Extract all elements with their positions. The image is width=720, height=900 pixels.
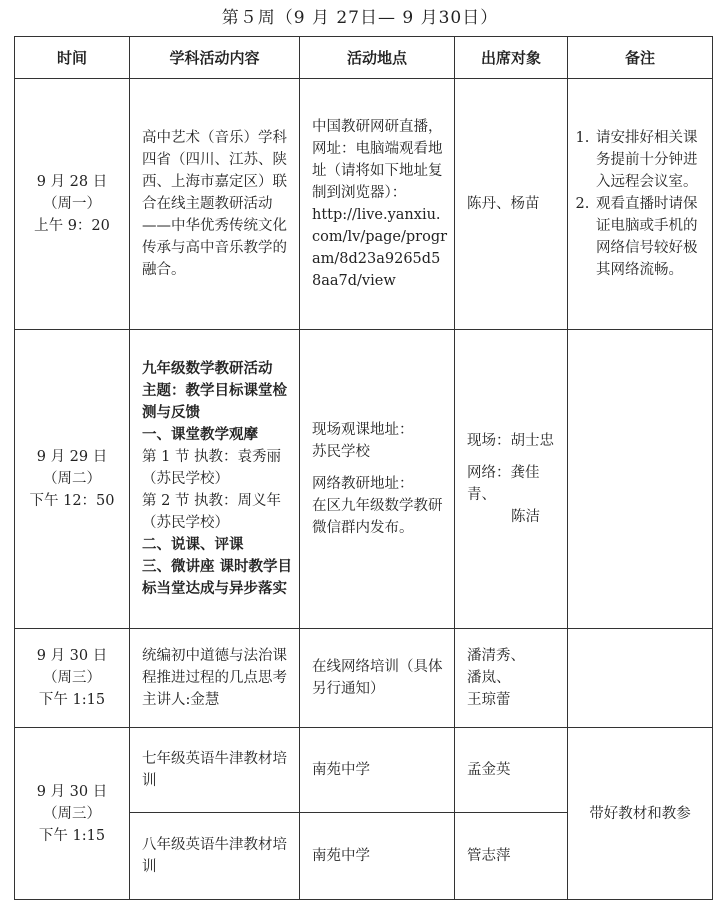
- date-text: 9 月 30 日: [36, 783, 108, 800]
- header-location: 活动地点: [300, 37, 455, 79]
- table-row: [15, 629, 713, 728]
- location-cell: [300, 79, 455, 330]
- notes-cell: [568, 629, 713, 728]
- attendees-cell: [455, 79, 568, 330]
- time-text: 下午 12：50: [29, 493, 115, 509]
- location-text: 中国教研网研直播，网址：电脑端观看地址（请将如下地址复制到浏览器）：: [312, 119, 443, 201]
- attendees-text: 管志萍: [467, 848, 511, 864]
- attendees-text: 孟金英: [467, 762, 511, 778]
- weekday-text: （周二）: [43, 471, 101, 487]
- live-url-link[interactable]: http://live.yanxiu.com/lv/page/program/8d23a9265d58aa7d/view: [312, 207, 448, 289]
- weekday-text: （周三）: [43, 805, 101, 822]
- header-content: 学科活动内容: [130, 37, 300, 79]
- time-cell: [15, 330, 130, 629]
- weekday-text: （周一）: [43, 196, 101, 212]
- content-text: 八年级英语牛津教材培训: [142, 837, 287, 875]
- onsite-label: 现场观课地址：: [312, 422, 414, 438]
- weekday-text: （周三）: [43, 670, 101, 686]
- schedule-table: [14, 36, 713, 900]
- attendees-text: 陈丹、杨苗: [467, 196, 540, 212]
- agenda-item: 二、说课、评课: [142, 536, 244, 553]
- notes-cell: [568, 330, 713, 629]
- notes-cell: [568, 728, 713, 900]
- time-text: 下午 1:15: [38, 827, 106, 844]
- note-item: 2. 观看直播时请保证电脑或手机的网络信号较好极其网络流畅。: [594, 193, 706, 281]
- location-cell: [300, 629, 455, 728]
- note-text: 带好教材和教参: [589, 805, 691, 822]
- date-text: 9 月 30 日: [36, 648, 108, 664]
- online-location: 在区九年级数学教研微信群内发布。: [312, 498, 443, 536]
- header-notes: 备注: [568, 37, 713, 79]
- table-header-row: [15, 37, 713, 79]
- date-text: 9 月 28 日: [36, 174, 108, 190]
- speaker-text: 主讲人:金慧: [142, 692, 220, 708]
- time-cell: [15, 629, 130, 728]
- notes-cell: [568, 79, 713, 330]
- time-cell: [15, 728, 130, 900]
- online-attendees: 网络：龚佳青、: [467, 465, 540, 503]
- table-row: [15, 79, 713, 330]
- content-text: 高中艺术（音乐）学科四省（四川、江苏、陕西、上海市嘉定区）联合在线主题教研活动——中华优秀传统文化传承与高中音乐教学的融合。: [142, 130, 287, 278]
- lesson-item: 第 1 节 执教：袁秀丽（苏民学校）: [142, 449, 282, 487]
- attendees-cell: [455, 330, 568, 629]
- content-cell: [130, 728, 300, 813]
- online-attendees-cont: 陈洁: [511, 509, 540, 525]
- content-cell: [130, 330, 300, 629]
- location-cell: [300, 330, 455, 629]
- time-text: 下午 1:15: [38, 692, 106, 708]
- attendees-cell: [455, 813, 568, 900]
- table-row: [15, 330, 713, 629]
- attendee-name: 王琼蕾: [467, 692, 511, 708]
- content-text: 统编初中道德与法治课程推进过程的几点思考: [142, 648, 287, 686]
- header-time: 时间: [15, 37, 130, 79]
- location-cell: [300, 813, 455, 900]
- agenda-item: 三、微讲座 课时教学目标当堂达成与异步落实: [142, 558, 293, 597]
- location-cell: [300, 728, 455, 813]
- date-text: 9 月 29 日: [36, 449, 108, 465]
- onsite-attendees: 现场：胡士忠: [467, 433, 554, 449]
- table-row: [15, 728, 713, 813]
- attendees-cell: [455, 728, 568, 813]
- onsite-location: 苏民学校: [312, 444, 370, 460]
- online-label: 网络教研地址：: [312, 476, 414, 492]
- content-cell: [130, 79, 300, 330]
- content-text: 七年级英语牛津教材培训: [142, 751, 287, 789]
- location-text: 南苑中学: [312, 762, 370, 778]
- schedule-title: 第５周（9 月 27日— 9 月30日）: [221, 8, 499, 28]
- time-text: 上午 9：20: [34, 218, 110, 234]
- spacer: [312, 463, 448, 473]
- note-item: 1. 请安排好相关课务提前十分钟进入远程会议室。: [594, 127, 706, 193]
- content-cell: [130, 813, 300, 900]
- attendee-name: 潘清秀、: [467, 648, 525, 664]
- spacer: [467, 452, 561, 462]
- attendees-cell: [455, 629, 568, 728]
- activity-title: 九年级数学教研活动: [142, 360, 273, 377]
- attendee-name: 潘岚、: [467, 670, 511, 686]
- notes-list: [568, 127, 712, 281]
- header-attendees: 出席对象: [455, 37, 568, 79]
- time-cell: [15, 79, 130, 330]
- agenda-item: 一、课堂教学观摩: [142, 426, 258, 443]
- activity-theme: 主题：教学目标课堂检测与反馈: [142, 382, 287, 421]
- location-text: 南苑中学: [312, 848, 370, 864]
- lesson-item: 第 2 节 执教：周义年（苏民学校）: [142, 493, 282, 531]
- content-cell: [130, 629, 300, 728]
- location-text: 在线网络培训（具体另行通知）: [312, 659, 443, 697]
